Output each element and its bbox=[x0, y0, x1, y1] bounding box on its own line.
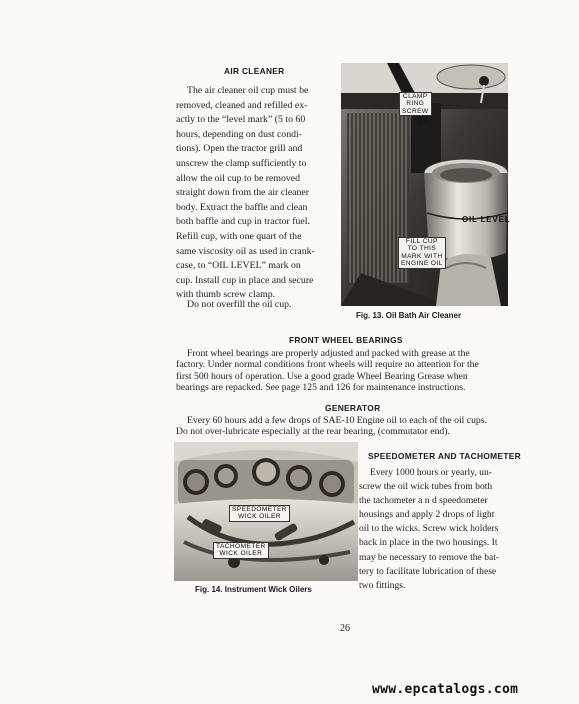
tachometer-wick-oiler-label bbox=[213, 542, 269, 559]
label-line: CLAMP bbox=[402, 93, 428, 100]
watermark-link[interactable]: www.epcatalogs.com bbox=[372, 682, 519, 697]
text-line: screw the oil wick tubes from both bbox=[359, 481, 493, 493]
speedometer-wick-oiler-label bbox=[229, 505, 290, 522]
fill-cup-label bbox=[398, 237, 446, 269]
text-line: Do not over-lubricate especially at the rear bearing, (commutator end). bbox=[176, 426, 450, 438]
text-line: Every 1000 hours or yearly, un- bbox=[370, 467, 492, 478]
front-wheel-heading: FRONT WHEEL BEARINGS bbox=[289, 335, 403, 345]
text-line: hours, depending on dust condi- bbox=[176, 128, 302, 140]
air-cleaner-body bbox=[176, 84, 328, 303]
text-line: body. Extract the baffle and clean bbox=[176, 201, 308, 213]
text-line: allow the oil cup to be removed bbox=[176, 172, 301, 184]
label-line: SPEEDOMETER bbox=[232, 506, 287, 513]
label-line: TO THIS bbox=[407, 245, 437, 253]
label-line: MARK WITH bbox=[401, 252, 443, 260]
air-cleaner-heading: AIR CLEANER bbox=[224, 66, 285, 76]
text-line: factory. Under normal conditions front wheels will require no attention for the bbox=[176, 359, 479, 371]
label-line: RING bbox=[406, 100, 425, 108]
text-line: cup. Install cup in place and secure bbox=[176, 274, 314, 286]
text-line: housings and apply 2 drops of light bbox=[359, 509, 495, 521]
text-line: the tachometer a n d speedometer bbox=[359, 495, 488, 507]
fig14-caption: Fig. 14. Instrument Wick Oilers bbox=[195, 585, 312, 594]
text-line: Every 60 hours add a few drops of SAE-10 Engine oil to each of the oil cups. bbox=[187, 415, 487, 426]
text-line: first 500 hours of operation. Use a good grade Wheel Bearing Grease when bbox=[176, 370, 468, 382]
text-line: two fittings. bbox=[359, 579, 406, 591]
generator-body bbox=[176, 415, 487, 438]
text-line: may be necessary to remove the bat- bbox=[359, 551, 500, 563]
text-line: same viscosity oil as used in crank- bbox=[176, 245, 315, 257]
text-line: back in place in the two housings. It bbox=[359, 537, 498, 549]
speedometer-heading: SPEEDOMETER AND TACHOMETER bbox=[368, 451, 521, 461]
text-line: with thumb screw clamp. bbox=[176, 289, 276, 301]
text-line: removed, cleaned and refilled ex- bbox=[176, 99, 308, 111]
text-line: unscrew the clamp sufficiently to bbox=[176, 157, 307, 169]
label-line: WICK OILER bbox=[238, 513, 281, 521]
label-line: WICK OILER bbox=[219, 550, 263, 558]
text-line: Refill cup, with one quart of the bbox=[176, 230, 302, 242]
text-line: straight down from the air cleaner bbox=[176, 187, 310, 199]
text-line: both baffle and cup in tractor fuel. bbox=[176, 216, 310, 228]
text-line: oil to the wicks. Screw wick holders bbox=[359, 523, 499, 535]
label-line: ENGINE OIL bbox=[401, 260, 443, 268]
label-line: SCREW bbox=[402, 107, 429, 115]
speedometer-body bbox=[359, 466, 517, 593]
text-line: The air cleaner oil cup must be bbox=[187, 85, 309, 96]
text-line: actly to the “level mark” (5 to 60 bbox=[176, 114, 306, 126]
label-line: TACHOMETER bbox=[216, 543, 266, 550]
text-line: case, to “OIL LEVEL” mark on bbox=[176, 260, 301, 272]
air-cleaner-note: Do not overfill the oil cup. bbox=[187, 299, 292, 310]
clamp-ring-screw-label bbox=[399, 92, 432, 116]
oil-level-label: OIL LEVEL bbox=[462, 215, 511, 224]
page-number: 26 bbox=[340, 623, 350, 634]
label-line: FILL CUP bbox=[405, 238, 438, 245]
text-line: tery to facilitate lubrication of these bbox=[359, 565, 497, 577]
front-wheel-body bbox=[176, 348, 479, 393]
text-line: Front wheel bearings are properly adjusted and packed with grease at the bbox=[187, 348, 470, 359]
text-line: bearings are repacked. See page 125 and 126 for maintenance instructions. bbox=[176, 381, 466, 393]
generator-heading: GENERATOR bbox=[325, 403, 381, 413]
text-line: tions). Open the tractor grill and bbox=[176, 143, 303, 155]
fig13-caption: Fig. 13. Oil Bath Air Cleaner bbox=[356, 311, 462, 320]
